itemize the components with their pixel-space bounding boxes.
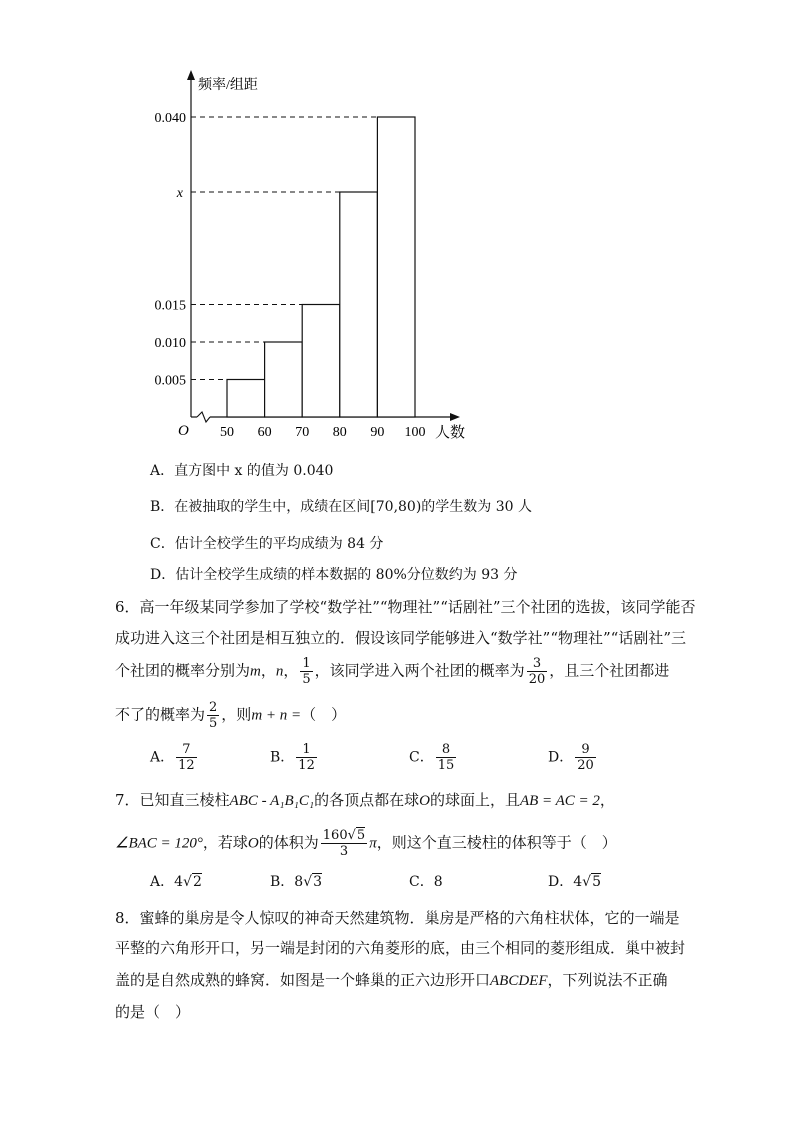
- q7-option-a: A．4√2: [150, 874, 202, 890]
- x-tick-label: 70: [295, 425, 310, 440]
- fraction-two-fifths: $\frac{2}{5}$: [209, 700, 218, 731]
- histogram-bar: [227, 380, 265, 418]
- histogram-bar: [340, 192, 378, 417]
- q7-option-d: D．4√5: [548, 874, 601, 890]
- origin-label: O: [178, 423, 189, 439]
- y-tick-label: 0.005: [154, 373, 186, 389]
- histogram-bar: [302, 305, 340, 418]
- q5-option-b: B．在被抽取的学生中，成绩在区间[70,80)的学生数为 30 人: [150, 499, 533, 515]
- histogram-chart: [140, 66, 480, 446]
- histogram-bar: [377, 117, 415, 417]
- fraction-three-twentieths: $\frac{3}{20}$: [528, 656, 546, 687]
- histogram-bar: [265, 342, 303, 417]
- y-tick-label: 0.010: [154, 336, 186, 351]
- q6-option-a: A． $\frac{7}{12}$: [150, 742, 195, 773]
- q6-option-b: B． $\frac{1}{12}$: [270, 742, 315, 773]
- q6-line-2: 成功进入这三个社团是相互独立的．假设该同学能够进入“数学社”“物理社”“话剧社”三: [115, 629, 687, 647]
- sphere-volume-fraction: $\frac{160√5}{3}$: [322, 828, 366, 859]
- x-axis-arrow: [450, 413, 460, 421]
- y-axis-label: 频率/组距: [198, 78, 258, 93]
- x-tick-label: 80: [332, 425, 347, 440]
- fraction-one-fifth: $\frac{1}{5}$: [302, 656, 311, 687]
- q7-line-2: ∠BAC = 120°，若球O的体积为 $\frac{160√5}{3}$ π，则这个直三棱柱的体积等于（ ）: [115, 828, 617, 859]
- q6-line-3: 个社团的概率分别为m，n， $\frac{1}{5}$ ，该同学进入两个社团的概率为 $\frac{3}{20}$ ，且三个社团都进: [115, 656, 670, 687]
- x-tick-label: 50: [220, 425, 234, 440]
- y-axis-arrow: [187, 70, 195, 80]
- q5-option-c: C．估计全校学生的平均成绩为 84 分: [150, 536, 384, 552]
- y-tick-label: 0.040: [154, 111, 186, 126]
- x-tick-label: 60: [257, 425, 272, 440]
- q6-line-1: 6．高一年级某同学参加了学校“数学社”“物理社”“话剧社”三个社团的选拔，该同学能否: [115, 598, 696, 616]
- q8-line-1: 8．蜜蜂的巢房是令人惊叹的神奇天然建筑物．巢房是严格的六角柱状体，它的一端是: [115, 909, 680, 927]
- q8-line-2: 平整的六角形开口，另一端是封闭的六角菱形的底，由三个相同的菱形组成．巢中被封: [115, 939, 686, 957]
- q5-option-a: A．直方图中 x 的值为 0.040: [150, 463, 334, 479]
- q8-line-4: 的是（ ）: [115, 1003, 191, 1021]
- axis-break-icon: [197, 412, 210, 422]
- y-tick-label: x: [176, 186, 183, 201]
- q6-line-4: 不了的概率为 $\frac{2}{5}$ ，则m + n =（ ）: [115, 700, 347, 731]
- q8-line-3: 盖的是自然成熟的蜂窝．如图是一个蜂巢的正六边形开口ABCDEF，下列说法不正确: [115, 971, 668, 989]
- x-tick-label: 90: [370, 425, 385, 440]
- y-tick-label: 0.015: [154, 298, 186, 314]
- q7-option-b: B．8√3: [270, 874, 323, 890]
- x-tick-label: 100: [404, 425, 426, 440]
- q6-option-c: C． $\frac{8}{15}$: [409, 742, 455, 773]
- q7-line-1: 7．已知直三棱柱ABC - A₁B₁C₁的各顶点都在球O的球面上，且AB = AC = 2，: [115, 791, 615, 809]
- q6-option-d: D． $\frac{9}{20}$: [548, 742, 594, 773]
- q5-option-d: D．估计全校学生成绩的样本数据的 80%分位数约为 93 分: [150, 567, 518, 583]
- x-axis-label: 人数: [435, 425, 466, 441]
- q7-option-c: C．8: [409, 874, 443, 890]
